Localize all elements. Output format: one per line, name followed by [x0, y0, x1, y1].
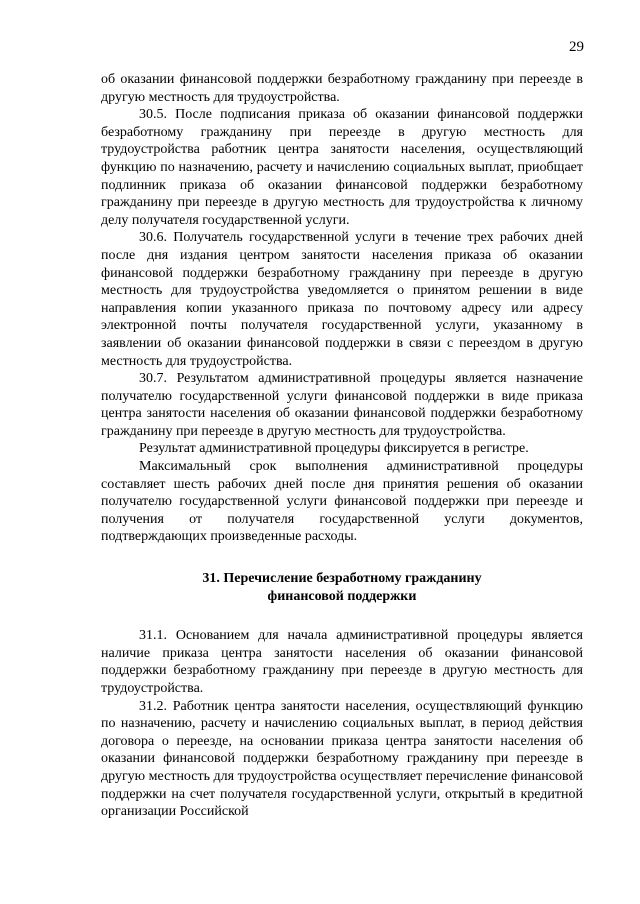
paragraph: 31.1. Основанием для начала административной процедуры является наличие приказа центра занятости населения об оказании финансовой поддержки безработному гражданину при переезде в другую местность для трудоустройства.	[101, 628, 583, 696]
paragraphs-before	[101, 71, 583, 546]
paragraph: 31.2. Работник центра занятости населения, осуществляющий функцию по назначению, расчету и начислению социальных выплат, в период действия договора о переезде, на основании приказа центра занятости населения об оказании финансовой поддержки безработному гражданину при переезде в другую местность для трудоустройства осуществляет перечисление финансовой поддержки на счет получателя государственной услуги, открытый в кредитной организации Российской	[101, 698, 583, 820]
paragraph: 30.5. После подписания приказа об оказании финансовой поддержки безработному гражданину при переезде в другую местность для трудоустройства работник центра занятости населения, осуществляющий функцию по назначению, расчету и начислению социальных выплат, приобщает подлинник приказа об оказании финансовой поддержки безработному гражданину при переезде в другую местность для трудоустройства к личному делу получателя государственной услуги.	[101, 107, 583, 228]
paragraph: Результат административной процедуры фиксируется в регистре.	[139, 441, 529, 457]
paragraph: Максимальный срок выполнения административной процедуры составляет шесть рабочих дней после дня принятия решения об оказании получателю государственной услуги финансовой поддержки при переезде и получения от получателя государственной услуги документов, подтверждающих произведенные расходы.	[101, 459, 583, 545]
section-heading-line-1: 31. Перечисление безработному гражданину	[202, 571, 482, 587]
document-body	[101, 71, 583, 821]
section-heading	[101, 570, 583, 605]
paragraph: об оказании финансовой поддержки безработному гражданину при переезде в другую местность для трудоустройства.	[101, 72, 583, 105]
paragraph: 30.6. Получатель государственной услуги в течение трех рабочих дней после дня издания центром занятости населения приказа об оказании финансовой поддержки безработному гражданину при переезде в другую местность для трудоустройства уведомляется о принятом решении в виде направления копии указанного приказа по почтовому адресу или адресу электронной почты получателя государственной услуги, указанному в заявлении об оказании финансовой поддержки в связи с переездом в другую местность для трудоустройства.	[101, 230, 583, 369]
paragraph: 30.7. Результатом административной процедуры является назначение получателю государственной услуги финансовой поддержки в виде приказа центра занятости населения об оказании финансовой поддержки безработному гражданину при переезде в другую местность для трудоустройства.	[101, 371, 583, 439]
section-heading-line-2: финансовой поддержки	[267, 588, 417, 604]
page-number: 29	[569, 39, 584, 55]
paragraphs-after	[101, 627, 583, 821]
